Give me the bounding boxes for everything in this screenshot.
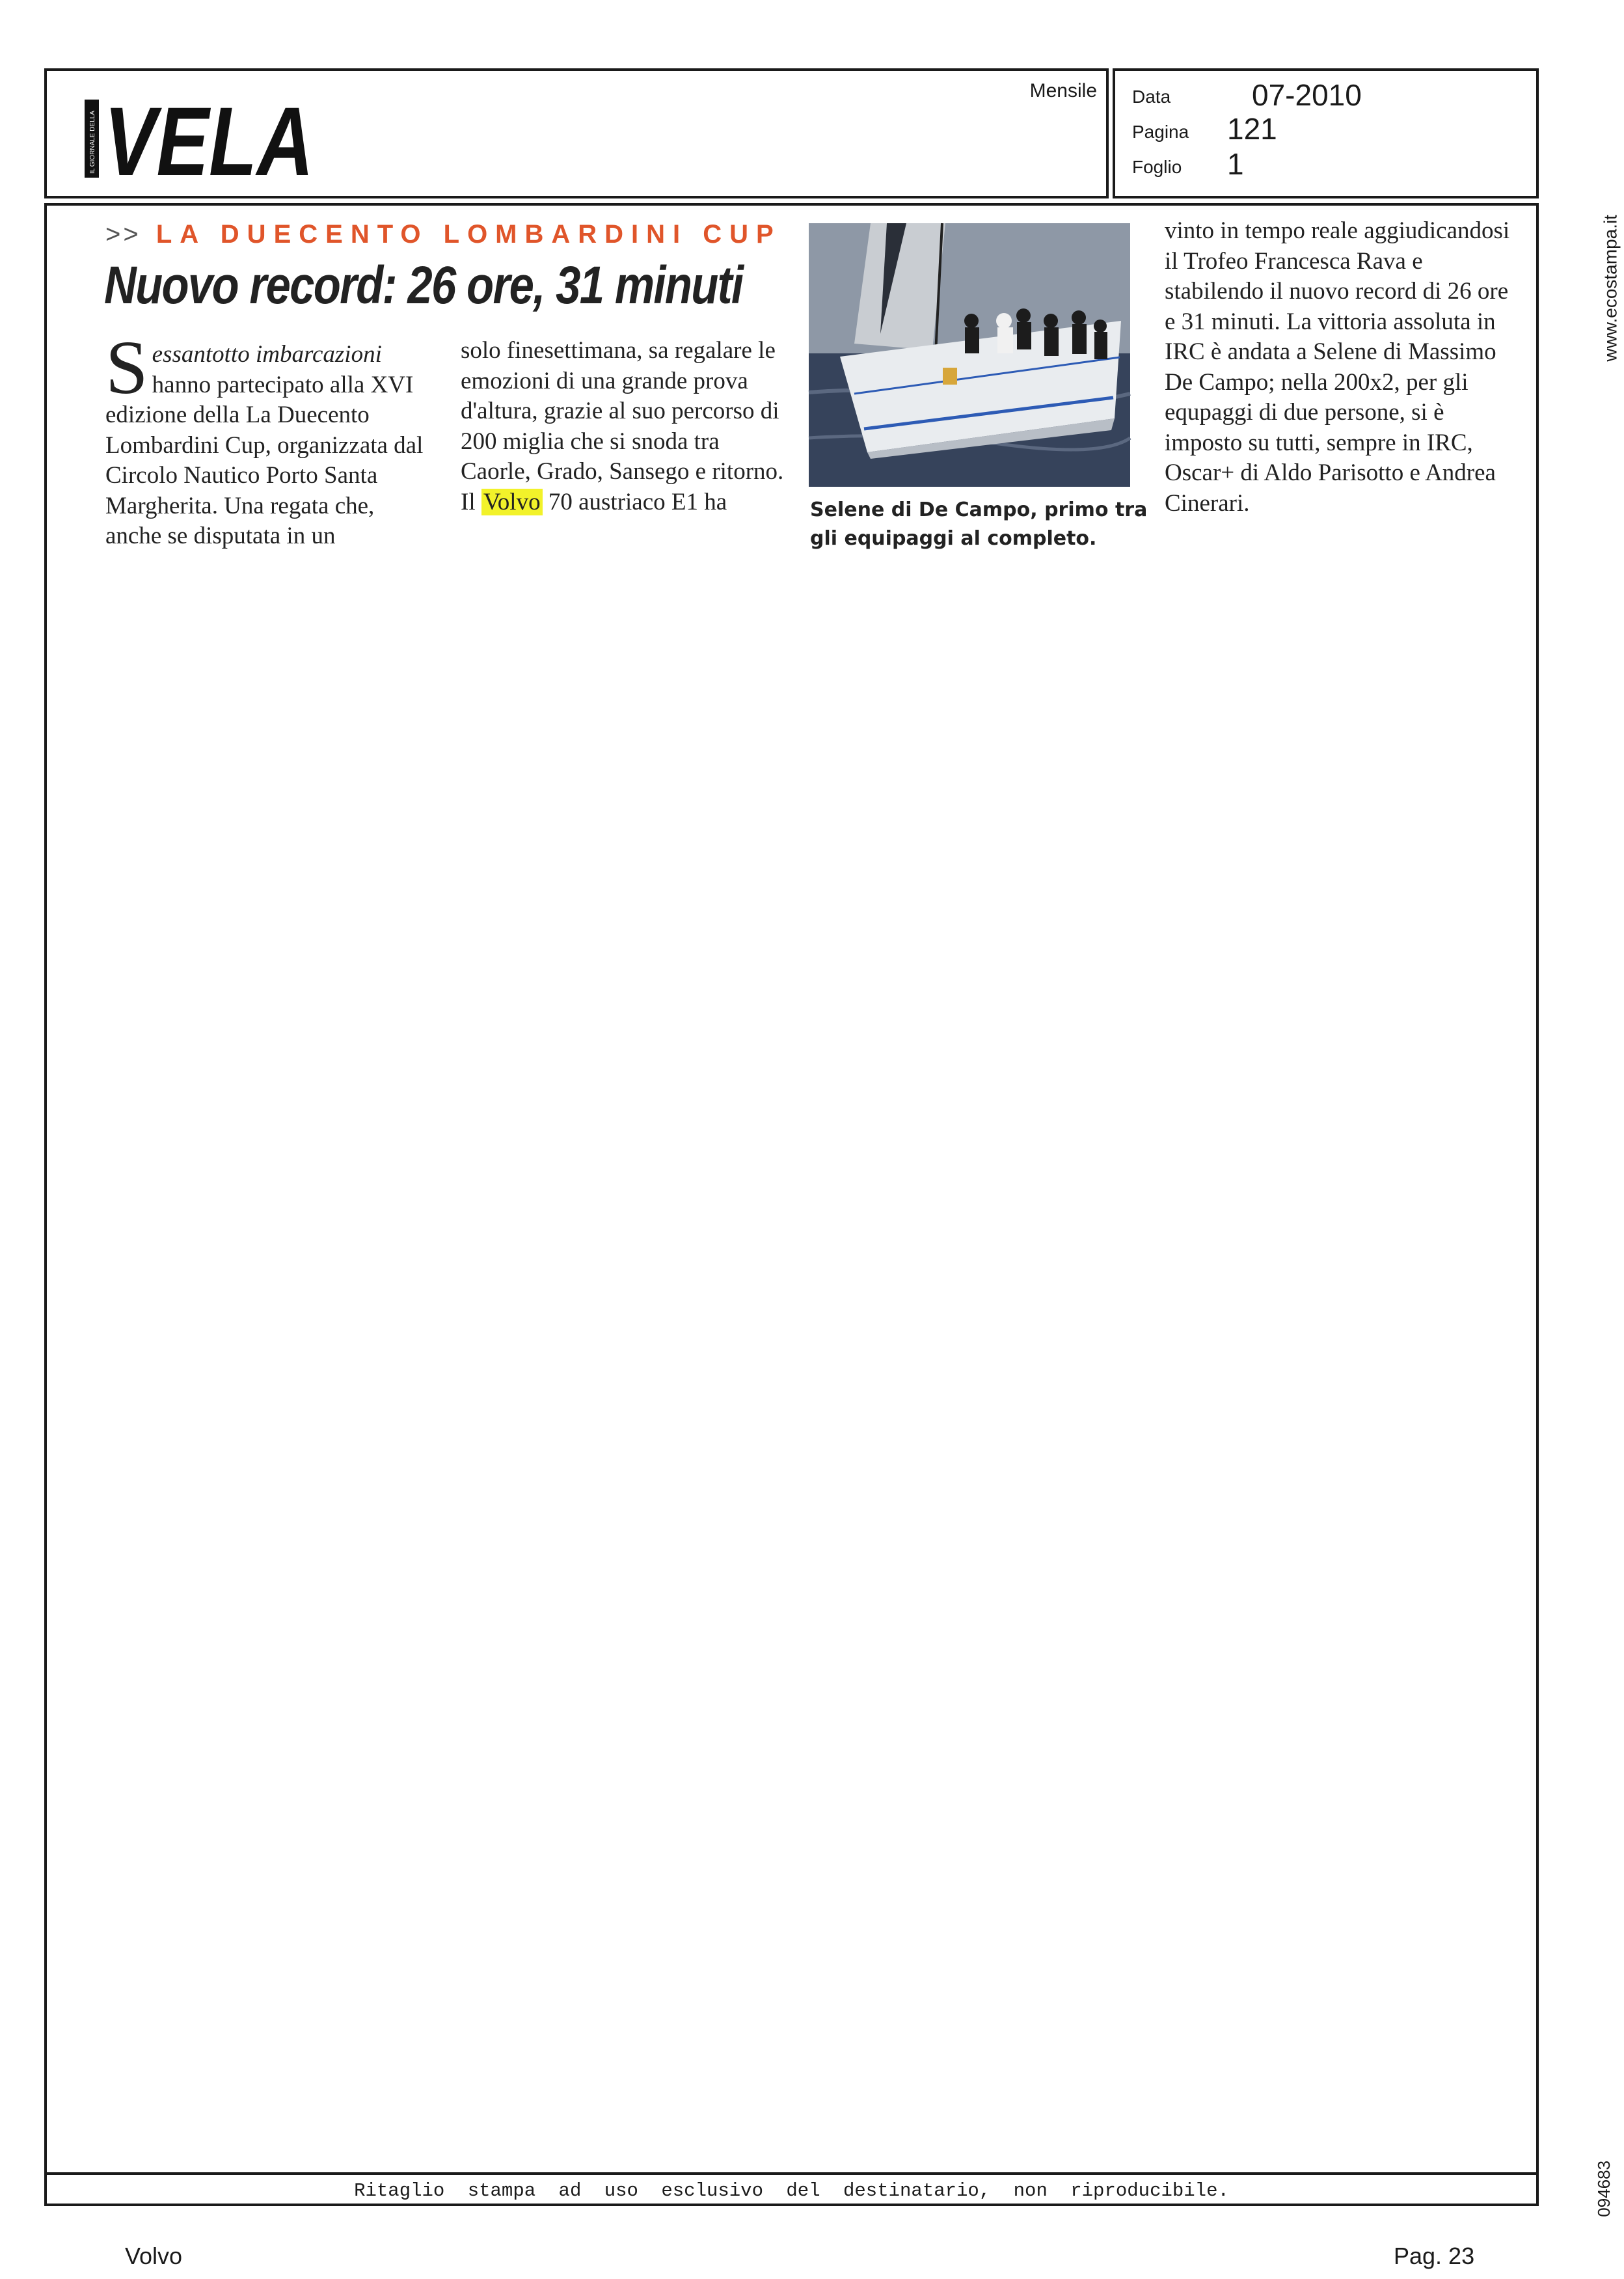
- footer-page-number: Pag. 23: [1394, 2243, 1475, 2269]
- metadata-box: [1113, 68, 1539, 198]
- disclaimer-strip: [44, 2172, 1539, 2206]
- side-url: www.ecostampa.it: [1601, 215, 1621, 362]
- column-2-text: solo finesettimana, sa regalare le emozioni di una grande prova d'altura, grazie al suo percorso di 200 miglia che si snoda tra Caorle, Grado, Sansego e ritorno.: [461, 337, 784, 485]
- disclaimer-text: Ritaglio stampa ad uso esclusivo del destinatario, non riproducibile.: [354, 2180, 1229, 2202]
- para2-suffix: 70 austriaco E1 ha: [548, 488, 727, 515]
- logo-tagline: IL GIORNALE DELLA: [89, 111, 96, 174]
- column-2-paragraph-2: [461, 487, 786, 518]
- photo-caption: Selene di De Campo, primo tra gli equipaggi al completo.: [810, 498, 1148, 550]
- side-code: 094683: [1594, 2161, 1614, 2217]
- footer-keyword: Volvo: [125, 2243, 183, 2269]
- logo-text: VELA: [104, 87, 314, 196]
- article-headline: Nuovo record: 26 ore, 31 minuti: [104, 256, 743, 315]
- sheet-label: Foglio: [1132, 157, 1182, 177]
- vela-logo: [85, 87, 319, 196]
- article-column-3: vinto in tempo reale aggiudicandosi il Trofeo Francesca Rava e stabilendo il nuovo record di 26 ore e 31 minuti. La vittoria assoluta in IRC è andata a Selene di Massimo De Campo; nella 200x2, per gli equpaggi di due persone, si è imposto su tutti, sempre in IRC, Oscar+ di Aldo Parisotto e Andrea Cinerari.: [1165, 217, 1510, 517]
- frequency-label: Mensile: [1029, 80, 1097, 102]
- sailing-photo: [809, 223, 1130, 487]
- page-value: 121: [1227, 112, 1277, 146]
- kicker-arrows: >>: [105, 220, 141, 249]
- highlighted-keyword: Volvo: [481, 489, 543, 515]
- drop-cap: S: [105, 325, 148, 410]
- lead-italic: essantotto imbarcazioni: [152, 341, 382, 368]
- article-column-1: [105, 325, 424, 552]
- date-label: Data: [1132, 87, 1171, 107]
- article-kicker: [105, 220, 781, 249]
- column-1-text: hanno partecipato alla XVI edizione della La Duecento Lombardini Cup, organizzata dal Circolo Nautico Porto Santa Margherita. Una regata che, anche se disputata in un: [105, 371, 424, 549]
- sheet-value: 1: [1227, 147, 1244, 181]
- page-label: Pagina: [1132, 122, 1189, 142]
- sailboat-image: [809, 223, 1130, 487]
- kicker-text: LA DUECENTO LOMBARDINI CUP: [156, 220, 781, 249]
- date-value: 07-2010: [1252, 78, 1362, 112]
- article-column-2: [461, 336, 786, 517]
- masthead-box: [44, 68, 1109, 198]
- para2-prefix: Il: [461, 488, 476, 515]
